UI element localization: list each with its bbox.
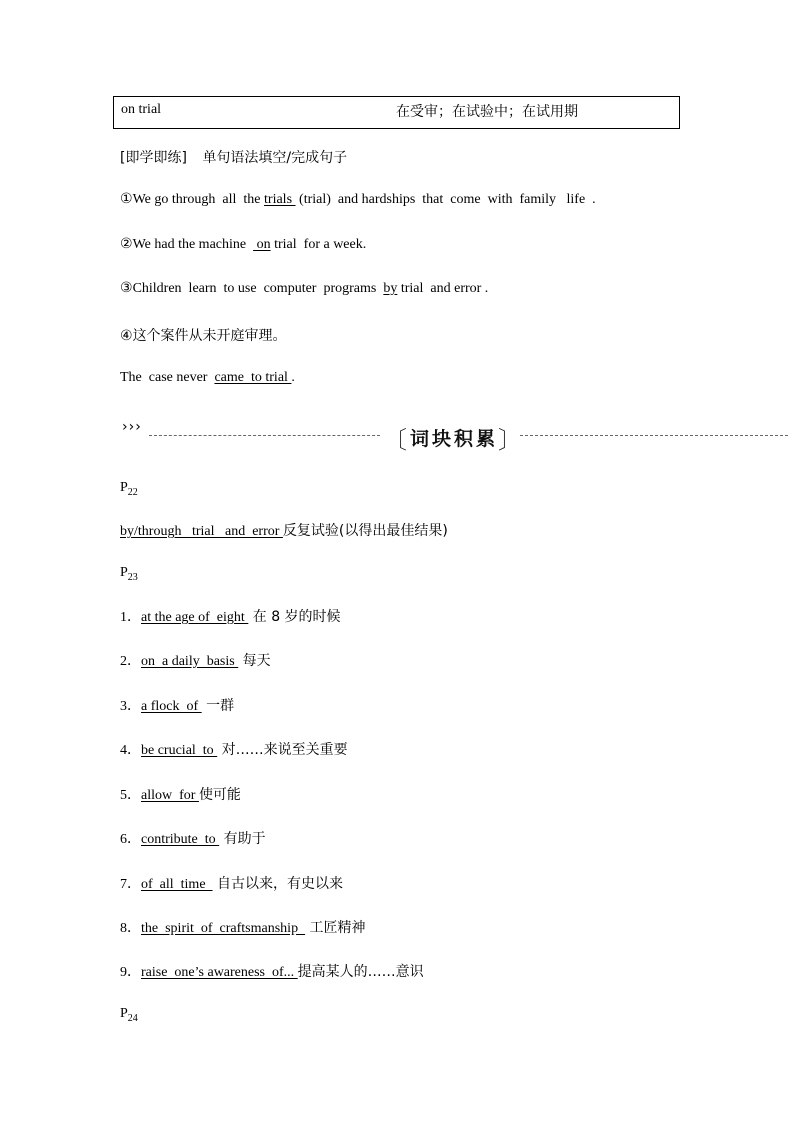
- box-meaning: 在受审；在试验中；在试用期: [396, 104, 578, 120]
- item-meaning: 每天: [238, 653, 271, 669]
- item-meaning: 对……来说至关重要: [217, 742, 348, 758]
- exercise-3-num: ③: [120, 280, 133, 296]
- exercise-4-zh: 这个案件从未开庭审理。: [132, 328, 287, 344]
- exercise-4-answer-pre: The case never: [120, 370, 215, 385]
- p24-letter: P: [120, 1006, 128, 1021]
- item-num: 1．: [120, 610, 141, 625]
- item-num: 6．: [120, 832, 141, 847]
- page-label-p23: [120, 565, 138, 583]
- exercise-bracket: [即学即练]: [120, 150, 187, 166]
- list-item: [120, 650, 271, 670]
- item-phrase: at the age of eight: [141, 610, 249, 625]
- item-phrase: raise one’s awareness of...: [141, 965, 298, 980]
- exercise-1-post: (trial) and hardships that come with family life .: [295, 192, 596, 207]
- list-item: [120, 606, 341, 626]
- p23-letter: P: [120, 565, 128, 580]
- item-num: 5．: [120, 788, 141, 803]
- exercise-1: [120, 191, 596, 208]
- p22-number: 22: [127, 486, 138, 498]
- exercise-1-pre: We go through all the: [132, 192, 265, 207]
- divider-left: [149, 435, 380, 436]
- list-item: [120, 739, 348, 759]
- item-meaning: 一群: [201, 698, 235, 714]
- p23-number: 23: [127, 571, 138, 583]
- section-title: 词块积累: [410, 427, 499, 450]
- item-meaning: 使可能: [198, 787, 241, 803]
- exercise-3-pre: Children learn to use computer programs: [132, 281, 384, 296]
- list-item: [120, 828, 266, 848]
- exercise-1-num: ①: [120, 191, 133, 207]
- page-label-p22: [120, 480, 138, 498]
- item-num: 4．: [120, 743, 141, 758]
- p24-number: 24: [127, 1012, 138, 1024]
- item-meaning: 工匠精神: [305, 920, 366, 936]
- exercise-3-answer: by: [383, 281, 398, 296]
- item-num: 7．: [120, 877, 141, 892]
- list-item: [120, 695, 234, 715]
- section-arrows: ›››: [122, 419, 142, 435]
- exercise-title: 单句语法填空/完成句子: [202, 150, 348, 166]
- exercise-4-answer-post: .: [291, 370, 295, 385]
- item-num: 2．: [120, 654, 141, 669]
- item-phrase: of all time: [141, 877, 213, 892]
- p22-letter: P: [120, 480, 128, 495]
- exercise-3: [120, 280, 488, 297]
- exercise-4: [120, 325, 287, 345]
- list-item: [120, 784, 241, 804]
- exercise-2-answer: on: [253, 237, 271, 252]
- item-meaning: 在 8 岁的时候: [248, 609, 341, 625]
- item-meaning: 提高某人的……意识: [297, 964, 424, 980]
- exercise-4-answer-line: [120, 370, 295, 386]
- exercise-2-post: trial for a week.: [270, 237, 367, 252]
- exercise-2: [120, 236, 366, 253]
- list-item: [120, 873, 343, 893]
- bracket-right-icon: 〕: [498, 425, 526, 454]
- exercise-4-answer: came to trial: [214, 370, 292, 385]
- item-phrase: the spirit of craftsmanship: [141, 921, 306, 936]
- item-phrase: be crucial to: [141, 743, 218, 758]
- p22-meaning: 反复试验(以得出最佳结果): [282, 523, 448, 539]
- divider-right: [520, 435, 788, 436]
- exercise-1-answer: trials: [264, 192, 296, 207]
- exercise-3-post: trial and error .: [397, 281, 489, 296]
- p22-phrase: by/through trial and error: [120, 524, 283, 539]
- item-num: 8．: [120, 921, 141, 936]
- item-phrase: contribute to: [141, 832, 220, 847]
- phrase-box: [113, 96, 680, 129]
- item-meaning: 自古以来，有史以来: [212, 876, 343, 892]
- exercise-4-num: ④: [120, 328, 133, 344]
- section-banner: [383, 422, 525, 452]
- list-item: [120, 961, 424, 981]
- item-phrase: on a daily basis: [141, 654, 239, 669]
- exercise-header: [120, 147, 347, 167]
- p22-item: [120, 520, 448, 540]
- bracket-left-icon: 〔: [383, 425, 410, 454]
- list-item: [120, 917, 366, 937]
- item-num: 3．: [120, 699, 141, 714]
- box-phrase: on trial: [121, 102, 162, 117]
- exercise-2-num: ②: [120, 236, 133, 252]
- exercise-2-pre: We had the machine: [132, 237, 254, 252]
- item-num: 9．: [120, 965, 141, 980]
- item-phrase: a flock of: [141, 699, 202, 714]
- item-meaning: 有助于: [219, 831, 266, 847]
- item-phrase: allow for: [141, 788, 199, 803]
- page-label-p24: [120, 1006, 138, 1024]
